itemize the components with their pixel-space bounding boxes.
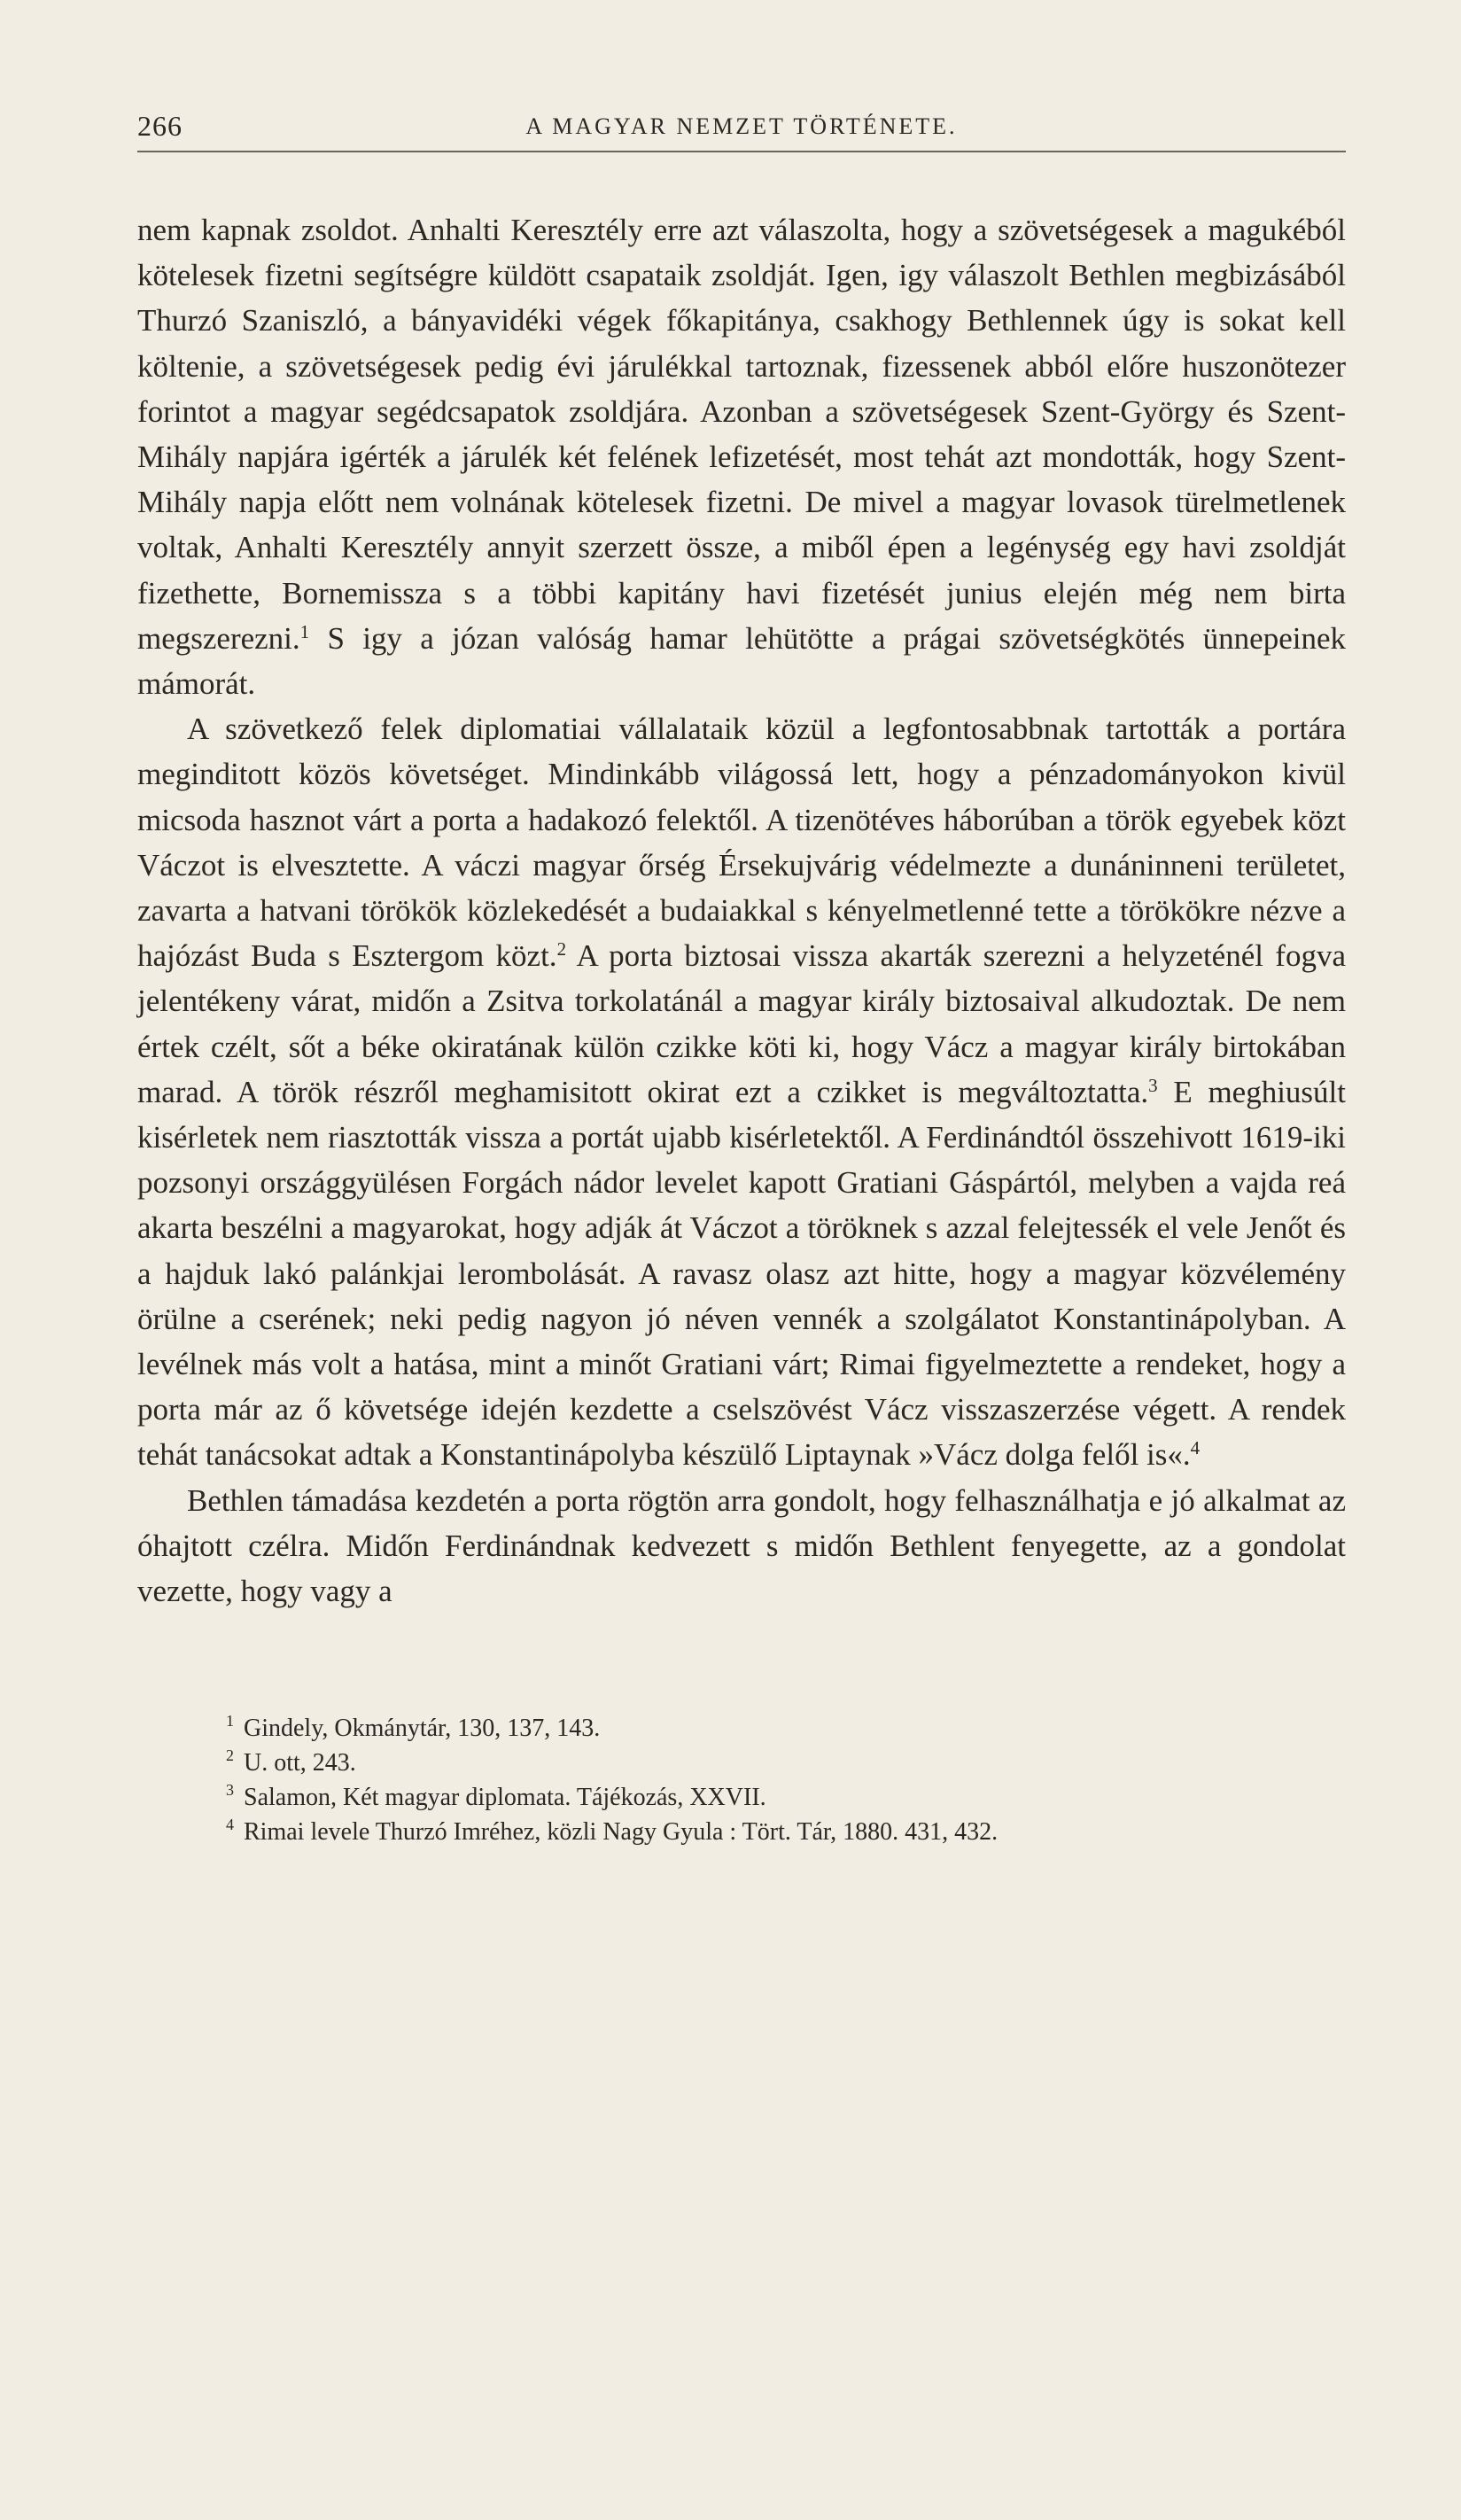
footnotes xyxy=(137,1711,1346,1849)
paragraph-2 xyxy=(137,706,1346,1477)
paragraph-2-text-c: E meghiusúlt kisérletek nem riasztották vissza a portát ujabb kisérletektől. A Ferdinándtól összehivott 1619-iki pozsonyi országgyülésen Forgách nádor levelet kapott Gratiani Gáspártól, melyben a vajda reá akarta beszélni a magyarokat, hogy adják át Váczot a töröknek s azzal felejtessék el vele Jenőt és a hajduk lakó palánkjai lerombolását. A ravasz olasz azt hitte, hogy a magyar közvélemény örülne a cserének; neki pedig nagyon jó néven vennék a szolgálatot Konstantinápolyban. A levélnek más volt a hatása, mint a minőt Gratiani várt; Rimai figyelmeztette a rendeket, hogy a porta már az ő követsége idején kezdette a cselszövést Vácz visszaszerzése végett. A rendek tehát tanácsokat adtak a Konstantinápolyba készülő Liptaynak »Vácz dolga felől is«. xyxy=(137,1074,1346,1473)
footnote-mark: 3 xyxy=(226,1781,234,1800)
footnote-mark: 1 xyxy=(226,1712,234,1731)
footnote-ref-2: 2 xyxy=(556,938,567,961)
footnote xyxy=(226,1815,1346,1849)
paragraph-3 xyxy=(137,1478,1346,1614)
footnote-text: Gindely, Okmánytár, 130, 137, 143. xyxy=(244,1715,601,1743)
footnote-ref-3: 3 xyxy=(1148,1074,1158,1096)
header-rule xyxy=(137,151,1346,152)
footnote-mark: 2 xyxy=(226,1746,234,1765)
paragraph-2-text-a: A szövetkező felek diplomatiai vállalataik közül a legfontosabbnak tartották a portára meginditott közös követséget. Mindinkább világossá lett, hogy a pénzadományokon kivül micsoda hasznot várt a porta a hadakozó felektől. A tizenötéves háborúban a török egyebek közt Váczot is elvesztette. A váczi magyar őrség Érsekujvárig védelmezte a dunáninneni területet, zavarta a hatvani törökök közlekedését a budaiakkal s kényelmetlenné tette a törökökre nézve a hajózást Buda s Esztergom közt. xyxy=(137,712,1346,974)
footnote-text: Rimai levele Thurzó Imréhez, közli Nagy Gyula : Tört. Tár, 1880. 431, 432. xyxy=(244,1818,999,1847)
footnote xyxy=(226,1711,1346,1746)
paragraph-1-text-a: nem kapnak zsoldot. Anhalti Keresztély erre azt válaszolta, hogy a szövetségesek a magukéból kötelesek fizetni segítségre küldött csapataik zsoldját. Igen, igy válaszolt Bethlen megbizásából Thurzó Szaniszló, a bányavidéki végek főkapitánya, csakhogy Bethlennek úgy is sokat kell költenie, a szövetségesek pedig évi járulékkal tartoznak, fizessenek abból előre huszonötezer forintot a magyar segédcsapatok zsoldjára. Azonban a szövetségesek Szent-György és Szent-Mihály napjára igérték a járulék két felének lefizetését, most tehát azt mondották, hogy Szent-Mihály napja előtt nem volnának kötelesek fizetni. De mivel a magyar lovasok türelmetlenek voltak, Anhalti Keresztély annyit szerzett össze, a miből épen a legénység egy havi zsoldját fizethette, Bornemissza s a többi kapitány havi fizetését junius elején még nem birta megszerezni. xyxy=(137,213,1346,656)
footnote-mark: 4 xyxy=(226,1816,234,1834)
footnote-ref-1: 1 xyxy=(299,620,310,642)
page-number: 266 xyxy=(137,110,183,142)
paragraph-1-text-b: S igy a józan valóság hamar lehütötte a prágai szövetségkötés ünnepeinek mámorát. xyxy=(137,620,1346,702)
running-title: A MAGYAR NEMZET TÖRTÉNETE. xyxy=(525,113,958,139)
paragraph-1 xyxy=(137,207,1346,706)
paragraph-2-text-b: A porta biztosai vissza akarták szerezni a helyzeténél fogva jelentékeny várat, midőn a Zsitva torkolatánál a magyar király biztosaival alkudoztak. De nem értek czélt, sőt a béke okiratának külön czikke köti ki, hogy Vácz a magyar király birtokában marad. A török részről meghamisitott okirat ezt a czikket is megváltoztatta. xyxy=(137,938,1346,1109)
footnote-text: U. ott, 243. xyxy=(244,1749,356,1777)
body-text xyxy=(137,207,1346,1614)
footnote-ref-4: 4 xyxy=(1190,1437,1201,1459)
paragraph-3-text: Bethlen támadása kezdetén a porta rögtön arra gondolt, hogy felhasználhatja e jó alkalmat az óhajtott czélra. Midőn Ferdinándnak kedvezett s midőn Bethlent fenyegette, az a gondolat vezette, hogy vagy a xyxy=(137,1482,1346,1609)
running-head xyxy=(137,106,1346,145)
footnote xyxy=(226,1780,1346,1815)
footnote-text: Salamon, Két magyar diplomata. Tájékozás, XXVII. xyxy=(244,1784,766,1812)
footnote xyxy=(226,1746,1346,1780)
